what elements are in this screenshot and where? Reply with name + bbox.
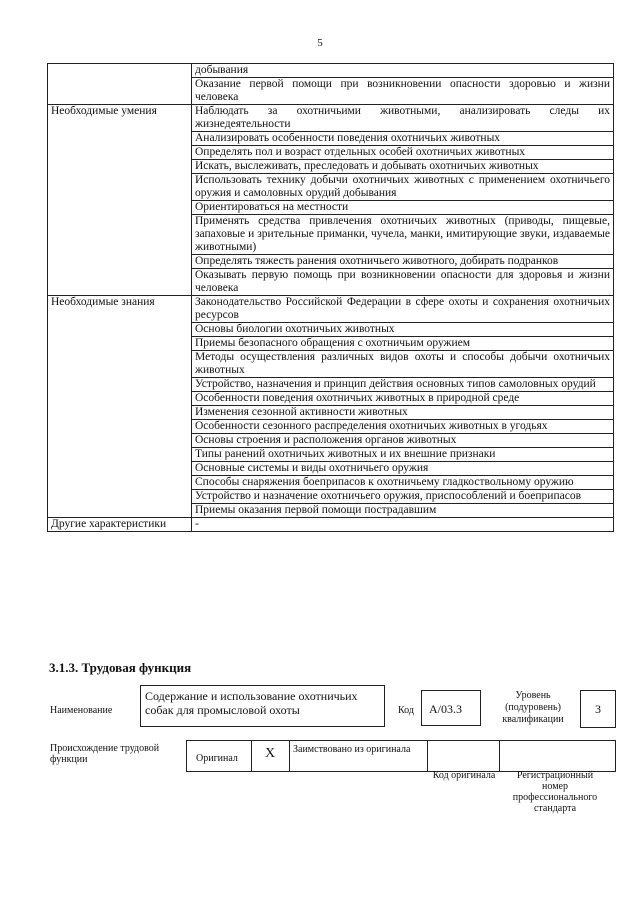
row-item-text: Оказывать первую помощь при возникновении опасности для здоровья и жизни человека: [192, 269, 614, 296]
requirements-table: [47, 63, 614, 532]
row-item-text: Ориентироваться на местности: [192, 201, 614, 215]
row-category-label: Необходимые умения: [48, 105, 192, 296]
level-label: Уровень (подуровень) квалификации: [502, 690, 564, 725]
row-item-text: Анализировать особенности поведения охотничьих животных: [192, 132, 614, 146]
row-category-label: Необходимые знания: [48, 296, 192, 518]
table-row: [48, 518, 614, 532]
function-name-field: Содержание и использование охотничьих собак для промысловой охоты: [140, 685, 385, 727]
row-item-text: Наблюдать за охотничьими животными, анализировать следы их жизнедеятельности: [192, 105, 614, 132]
row-item-text: Использовать технику добычи охотничьих животных с применением охотничьего оружия и самоловных орудий добывания: [192, 174, 614, 201]
row-item-text: Приемы безопасного обращения с охотничьим оружием: [192, 337, 614, 351]
code-field: А/03.3: [421, 690, 481, 726]
code-original-caption: Код оригинала: [432, 770, 496, 781]
original-label: Оригинал: [196, 753, 238, 764]
section-title: 3.1.3. Трудовая функция: [49, 660, 192, 675]
row-item-text: Способы снаряжения боеприпасов к охотничьему гладкоствольному оружию: [192, 476, 614, 490]
table-row: [48, 105, 614, 132]
row-item-text: Искать, выслеживать, преследовать и добывать охотничьих животных: [192, 160, 614, 174]
row-item-text: Определять тяжесть ранения охотничьего животного, добирать подранков: [192, 255, 614, 269]
row-item-text: Устройство, назначения и принцип действия основных типов самоловных орудий: [192, 378, 614, 392]
row-item-text: Применять средства привлечения охотничьих животных (приводы, пищевые, запаховые и зрительные приманки, чучела, манки, имитирующие звуки, издаваемые животными): [192, 215, 614, 255]
name-label: Наименование: [50, 705, 113, 716]
page-number: 5: [317, 37, 323, 49]
table-row: [48, 296, 614, 323]
row-category-label: Другие характеристики: [48, 518, 192, 532]
level-field: 3: [580, 690, 616, 728]
row-item-text: -: [192, 518, 614, 532]
row-item-text: Оказание первой помощи при возникновении опасности здоровью и жизни человека: [192, 78, 614, 105]
row-item-text: Основы биологии охотничьих животных: [192, 323, 614, 337]
row-category-label: [48, 64, 192, 105]
row-item-text: Приемы оказания первой помощи пострадавшим: [192, 504, 614, 518]
row-item-text: Определять пол и возраст отдельных особей охотничьих животных: [192, 146, 614, 160]
row-item-text: Законодательство Российской Федерации в сфере охоты и сохранения охотничьих ресурсов: [192, 296, 614, 323]
table-row: [48, 64, 614, 78]
row-item-text: Особенности сезонного распределения охотничьих животных в угодьях: [192, 420, 614, 434]
row-item-text: Основы строения и расположения органов животных: [192, 434, 614, 448]
row-item-text: Основные системы и виды охотничьего оружия: [192, 462, 614, 476]
borrowed-label: Заимствовано из оригинала: [293, 744, 411, 755]
original-mark: X: [264, 746, 276, 761]
row-item-text: Методы осуществления различных видов охоты и способы добычи охотничьих животных: [192, 351, 614, 378]
code-label: Код: [398, 705, 414, 716]
row-item-text: Типы ранений охотничьих животных и их внешние признаки: [192, 448, 614, 462]
row-item-text: Устройство и назначение охотничьего оружия, приспособлений и боеприпасов: [192, 490, 614, 504]
row-item-text: добывания: [192, 64, 614, 78]
reg-number-caption: Регистрационный номер профессионального стандарта: [512, 770, 598, 814]
origin-label: Происхождение трудовой функции: [50, 743, 160, 765]
row-item-text: Изменения сезонной активности животных: [192, 406, 614, 420]
row-item-text: Особенности поведения охотничьих животных в природной среде: [192, 392, 614, 406]
